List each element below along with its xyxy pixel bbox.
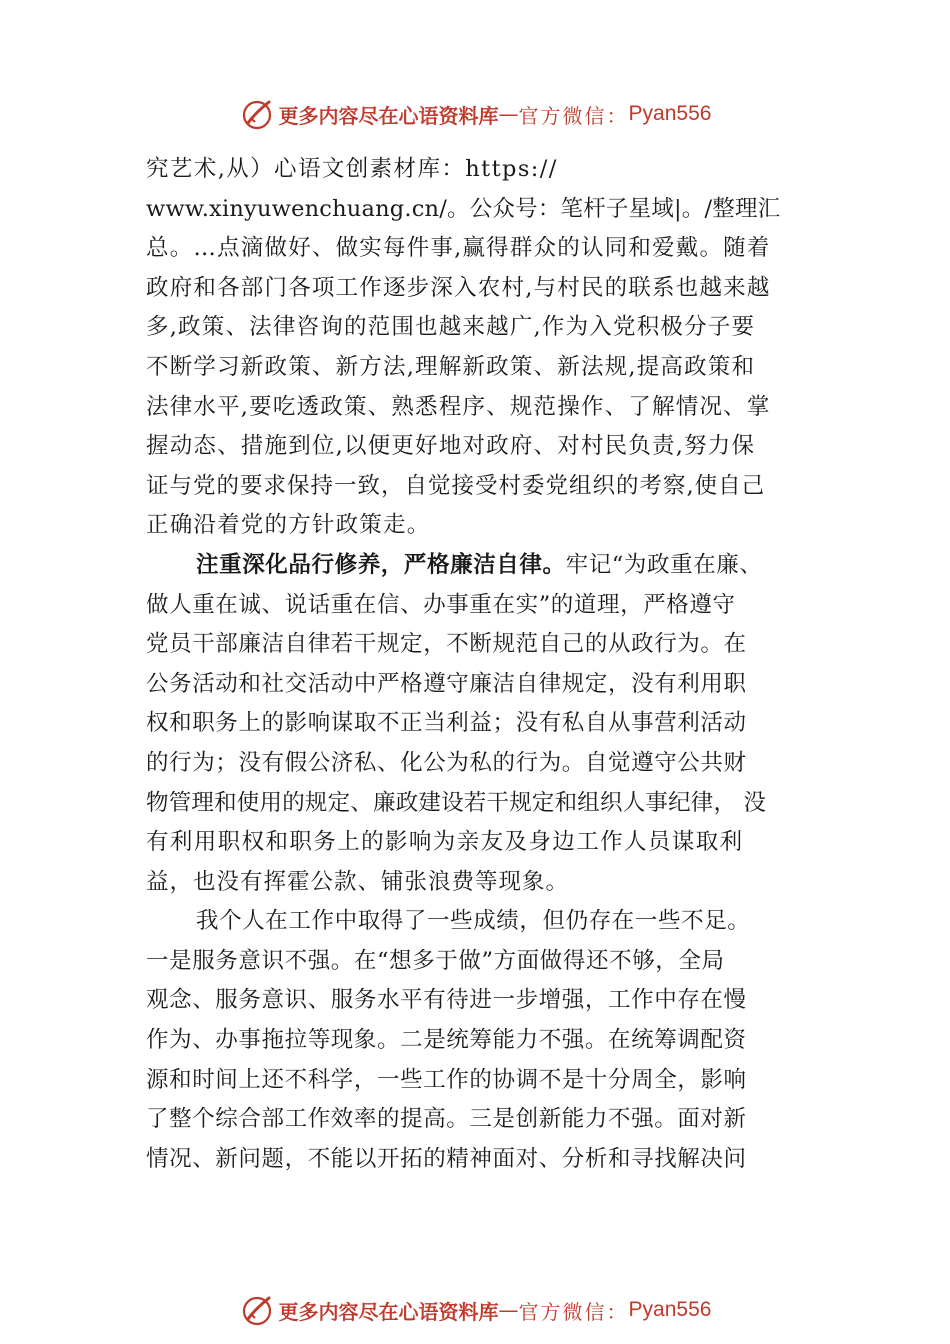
banner-dash: — [498, 1298, 519, 1322]
text-line: 握动态、措施到位,以便更好地对政府、对村民负责,努力保 [146, 433, 756, 460]
banner-slogan: 更多内容尽在心语资料库 [278, 103, 499, 128]
text-line: 究艺术,从）心语文创素材库：https:// [146, 156, 558, 182]
text-line: 不断学习新政策、新方法,理解新政策、新法规,提高政策和 [146, 353, 756, 380]
lead-rest: 牢记“为政重在廉、 [565, 551, 763, 578]
header-banner [0, 94, 950, 134]
text-line [146, 546, 826, 586]
banner-wechat-label: 官方微信： [518, 103, 629, 128]
text-line: 正确沿着党的方针政策走。 [146, 512, 431, 539]
text-line: 多,政策、法律咨询的范围也越来越广,作为入党积极分子要 [146, 314, 756, 341]
text-line: 有利用职权和职务上的影响为亲友及身边工作人员谋取利 [146, 829, 744, 856]
text-line [146, 902, 826, 942]
paragraph-1 [146, 150, 826, 546]
text-line: 一是服务意识不强。在“想多于做”方面做得还不够，全局 [146, 947, 725, 974]
text-line: 益，也没有挥霍公款、铺张浪费等现象。 [146, 868, 570, 895]
footer-banner [0, 1290, 950, 1330]
brush-logo-icon [239, 96, 275, 132]
brush-logo-icon [239, 1292, 275, 1328]
text-line: 党员干部廉洁自律若干规定，不断规范自己的从政行为。在 [146, 631, 747, 658]
banner-wechat-label: 官方微信： [518, 1299, 629, 1324]
banner-slogan: 更多内容尽在心语资料库 [278, 1299, 499, 1324]
text-line: www.xinyuwenchuang.cn/。公众号：笔杆子星域|。/整理汇 [146, 195, 781, 222]
paragraph-2 [146, 546, 826, 902]
paragraph-3-first-line: 我个人在工作中取得了一些成绩，但仍存在一些不足。 [196, 908, 751, 935]
text-line: 作为、办事拖拉等现象。二是统筹能力不强。在统筹调配资 [146, 1027, 747, 1054]
text-line: 做人重在诚、说话重在信、办事重在实”的道理，严格遵守 [146, 591, 736, 618]
text-line: 政府和各部门各项工作逐步深入农村,与村民的联系也越来越 [146, 274, 771, 301]
banner-wechat-id: Pyan556 [628, 1298, 712, 1321]
banner-dash: — [498, 102, 519, 126]
text-line: 物管理和使用的规定、廉政建设若干规定和组织人事纪律， 没 [146, 789, 767, 816]
text-line: 观念、服务意识、服务水平有待进一步增强，工作中存在慢 [146, 987, 747, 1014]
text-line: 总。…点滴做好、做实每件事,赢得群众的认同和爱戴。随着 [146, 235, 771, 262]
text-line: 的行为；没有假公济私、化公为私的行为。自觉遵守公共财 [146, 749, 747, 776]
text-line: 了整个综合部工作效率的提高。三是创新能力不强。面对新 [146, 1106, 747, 1133]
document-body [146, 150, 826, 1179]
text-line: 情况、新问题，不能以开拓的精神面对、分析和寻找解决问 [146, 1145, 747, 1172]
paragraph-3 [146, 902, 826, 1179]
text-line: 权和职务上的影响谋取不正当利益；没有私自从事营利活动 [146, 710, 747, 737]
bold-lead: 注重深化品行修养，严格廉洁自律。 [196, 551, 566, 578]
banner-wechat-id: Pyan556 [628, 102, 712, 125]
text-line: 证与党的要求保持一致，自觉接受村委党组织的考察,使自己 [146, 472, 766, 499]
text-line: 法律水平,要吃透政策、熟悉程序、规范操作、了解情况、掌 [146, 393, 771, 420]
text-line: 源和时间上还不科学，一些工作的协调不是十分周全，影响 [146, 1066, 747, 1093]
text-line: 公务活动和社交活动中严格遵守廉洁自律规定，没有利用职 [146, 670, 747, 697]
